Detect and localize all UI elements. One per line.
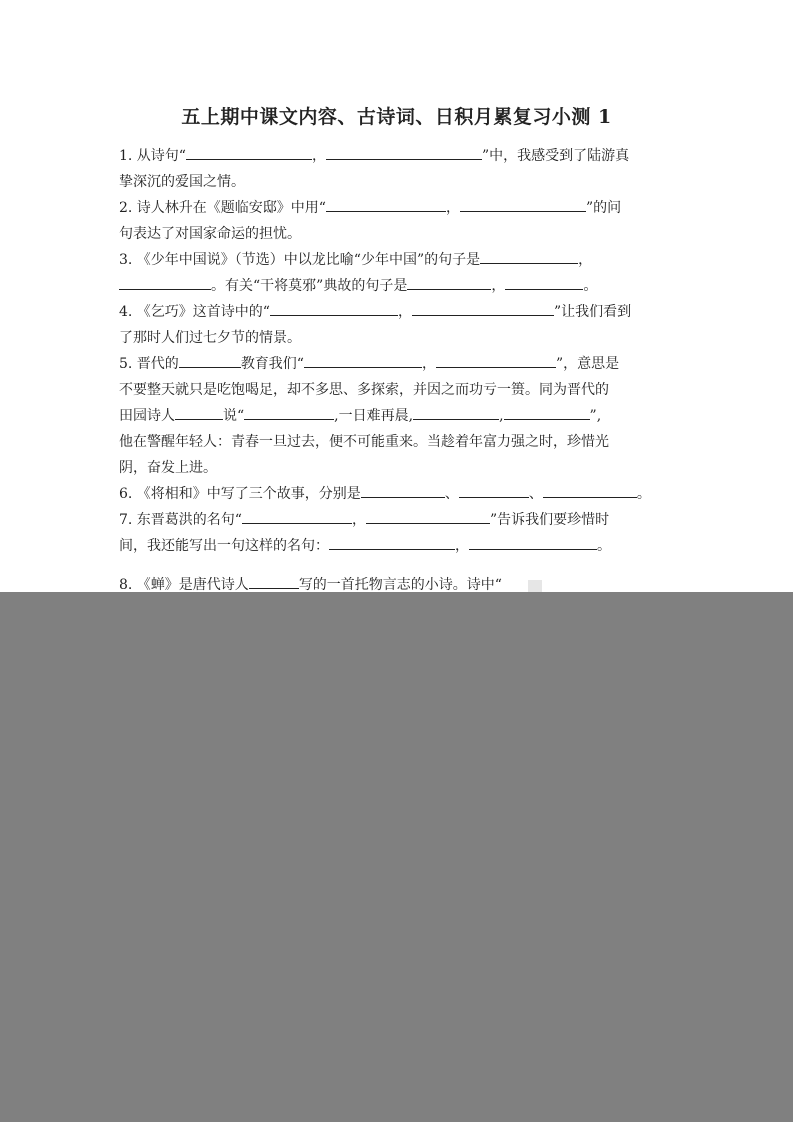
question-4-line-1: [119, 299, 679, 325]
question-text: 。: [636, 486, 651, 502]
answer-blank[interactable]: [361, 481, 445, 498]
question-8-line-1: [119, 572, 502, 592]
question-text: 他在警醒年轻人：青春一旦过去，便不可能重来。当趁着年富力强之时，珍惜光: [119, 434, 609, 450]
question-5-line-1: [119, 351, 679, 377]
question-text: 不要整天就只是吃饱喝足，却不多思、多探索，并因之而功亏一篑。同为晋代的: [119, 382, 609, 398]
answer-blank[interactable]: [186, 143, 312, 160]
answer-blank[interactable]: [543, 481, 637, 498]
answer-blank[interactable]: [249, 572, 299, 589]
answer-blank[interactable]: [119, 273, 211, 290]
question-text: 5. 晋代的: [119, 356, 179, 372]
answer-blank[interactable]: [326, 143, 482, 160]
answer-blank[interactable]: [242, 507, 352, 524]
question-text: 。有关“干将莫邪”典故的句子是: [211, 278, 408, 294]
question-text: 7. 东晋葛洪的名句“: [119, 512, 242, 528]
question-6-line-1: [119, 481, 679, 507]
answer-blank[interactable]: [504, 403, 590, 420]
answer-blank[interactable]: [459, 481, 529, 498]
question-text: ”中，我感受到了陆游真: [481, 148, 630, 164]
question-text: 4. 《乞巧》这首诗中的“: [119, 304, 270, 320]
answer-blank[interactable]: [304, 351, 422, 368]
answer-blank[interactable]: [270, 299, 398, 316]
answer-blank[interactable]: [460, 195, 586, 212]
answer-blank[interactable]: [480, 247, 578, 264]
question-3-line-1: [119, 247, 679, 273]
question-text: 。: [597, 538, 611, 554]
answer-blank[interactable]: [329, 533, 455, 550]
question-5-line-2: [119, 377, 679, 403]
question-text: 。: [583, 278, 598, 294]
grey-occluded-area: [0, 592, 793, 1122]
question-text: 6. 《将相和》中写了三个故事，分别是: [119, 486, 361, 502]
question-5-line-3: [119, 403, 679, 429]
question-text: ，: [421, 356, 436, 372]
answer-blank[interactable]: [407, 273, 491, 290]
question-2-line-1: [119, 195, 679, 221]
question-text: 3. 《少年中国说》（节选）中以龙比喻“少年中国”的句子是: [119, 252, 481, 268]
page-title: 五上期中课文内容、古诗词、日积月累复习小测 1: [181, 106, 612, 128]
answer-blank[interactable]: [412, 299, 554, 316]
question-text: 田园诗人: [119, 408, 175, 424]
answer-blank[interactable]: [366, 507, 490, 524]
question-1-line-1: [119, 143, 679, 169]
question-text: ”，意思是: [555, 356, 620, 372]
question-text: 间，我还能写出一句这样的名句：: [119, 538, 329, 554]
question-text: ，: [455, 538, 469, 554]
question-text: ，: [351, 512, 366, 528]
question-text: 了那时人们过七夕节的情景。: [119, 330, 301, 346]
answer-blank[interactable]: [326, 195, 446, 212]
question-text: ，: [491, 278, 506, 294]
question-text: 、: [528, 486, 543, 502]
question-text: ”让我们看到: [553, 304, 632, 320]
question-text: 1. 从诗句“: [119, 148, 186, 164]
question-text: ”,: [589, 408, 602, 424]
answer-blank[interactable]: [244, 403, 334, 420]
question-text: ，: [445, 200, 460, 216]
answer-blank[interactable]: [179, 351, 241, 368]
answer-blank[interactable]: [413, 403, 499, 420]
question-text: 教育我们“: [240, 356, 304, 372]
question-text: 写的一首托物言志的小诗。诗中“: [298, 577, 502, 592]
question-text: 8. 《蝉》是唐代诗人: [119, 577, 249, 592]
question-7-line-2: [119, 533, 679, 559]
question-text: 挚深沉的爱国之情。: [119, 174, 245, 190]
question-text: 阴，奋发上进。: [119, 460, 217, 476]
question-text: ，: [578, 252, 593, 268]
question-4-line-2: [119, 325, 679, 351]
question-5-line-4: [119, 429, 679, 455]
question-3-line-2: [119, 273, 679, 299]
question-text: ”的问: [585, 200, 622, 216]
question-text: 说“: [223, 408, 245, 424]
question-text: 、: [444, 486, 459, 502]
scan-artifact: [528, 580, 542, 592]
question-text: ,一日难再晨,: [334, 408, 414, 424]
question-7-line-1: [119, 507, 679, 533]
question-text: ”告诉我们要珍惜时: [489, 512, 610, 528]
answer-blank[interactable]: [505, 273, 583, 290]
question-text: 2. 诗人林升在《题临安邸》中用“: [119, 200, 326, 216]
question-text: ,: [499, 408, 504, 424]
question-list: [119, 143, 679, 559]
answer-blank[interactable]: [436, 351, 556, 368]
question-text: 句表达了对国家命运的担忧。: [119, 226, 301, 242]
question-1-line-2: [119, 169, 679, 195]
answer-blank[interactable]: [469, 533, 597, 550]
question-text: ，: [311, 148, 326, 164]
question-2-line-2: [119, 221, 679, 247]
answer-blank[interactable]: [175, 403, 223, 420]
question-5-line-5: [119, 455, 679, 481]
question-text: ，: [397, 304, 412, 320]
